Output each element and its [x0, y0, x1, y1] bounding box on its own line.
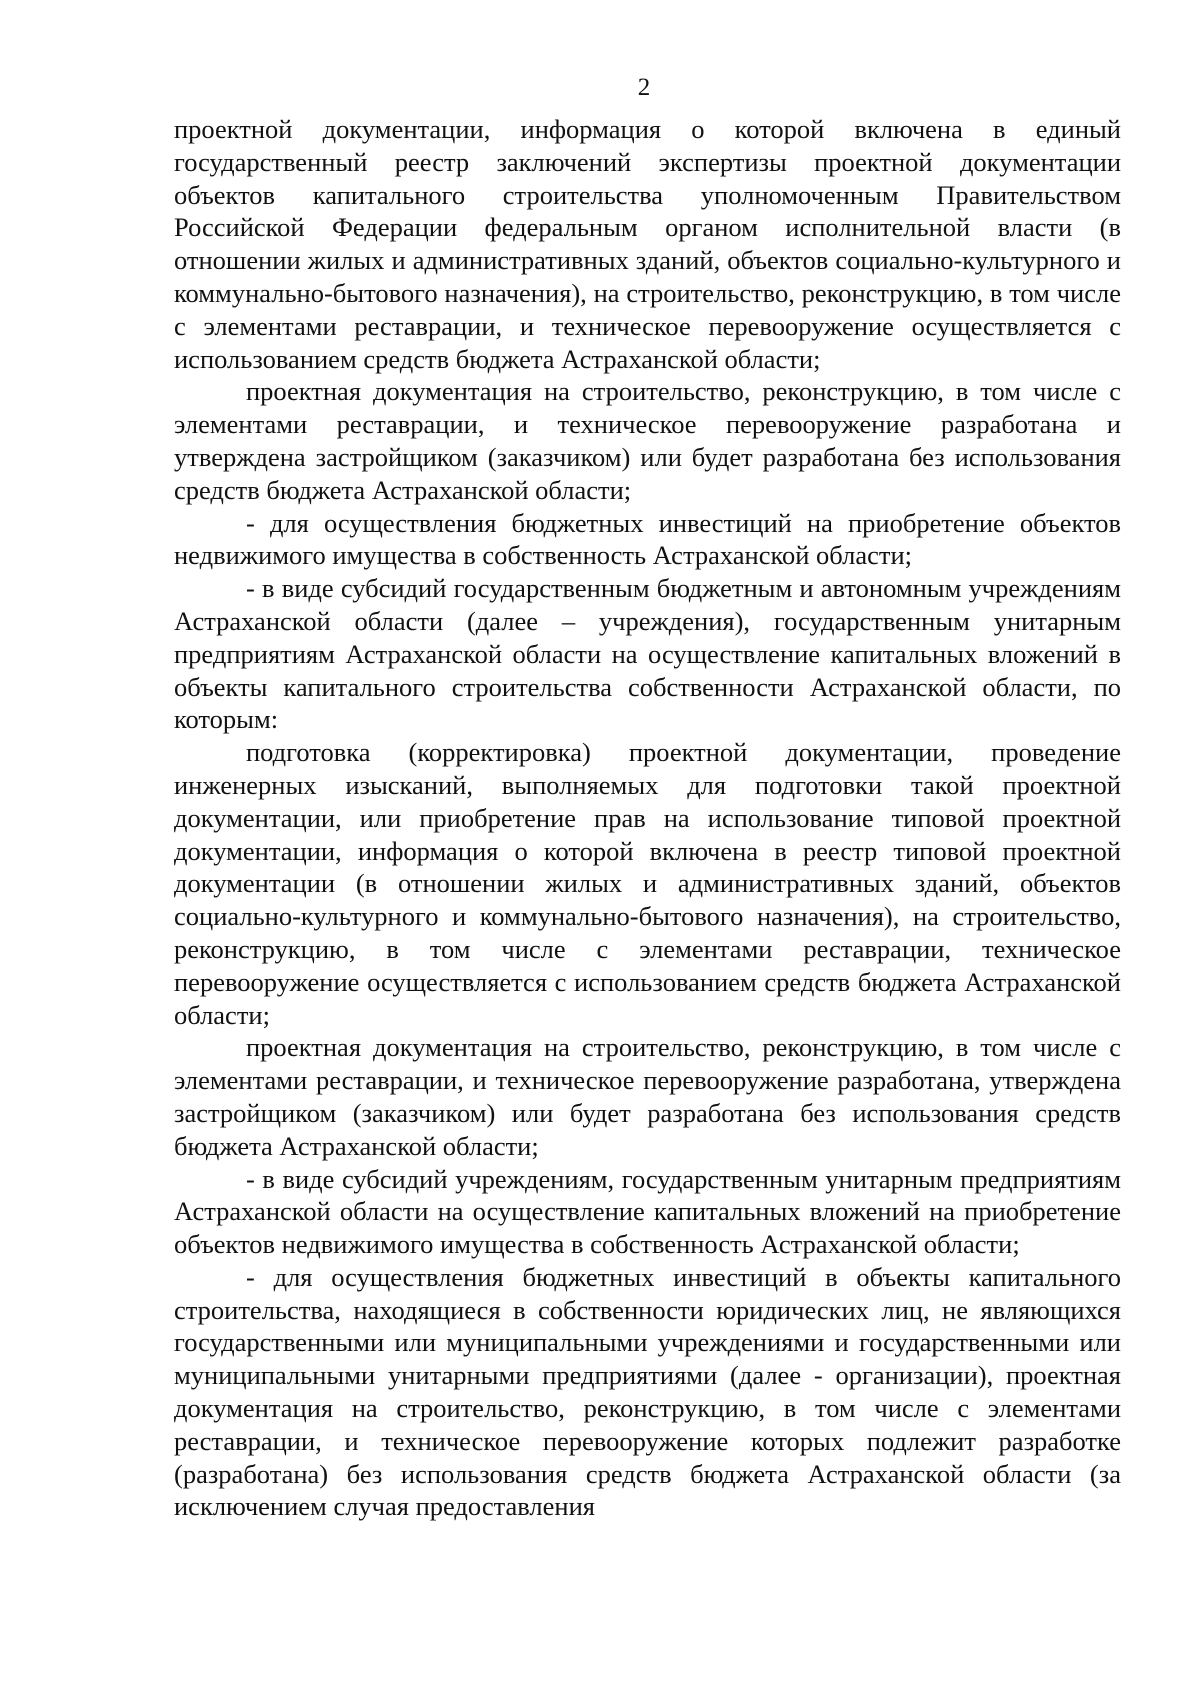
document-body	[174, 113, 1121, 1523]
page-number: 2	[637, 74, 651, 101]
paragraph: - для осуществления бюджетных инвестиций в объекты капитального строительства, находящиеся в собственности юридических лиц, не являющихся государственными или муниципальными учреждениями и государственными или муниципальными унитарными предприятиями (далее - организации), проектная документация на строительство, реконструкцию, в том числе с элементами реставрации, и техническое перевооружение которых подлежит разработке (разработана) без использования средств бюджета Астраханской области (за исключением случая предоставления	[174, 1261, 1121, 1522]
paragraph: проектная документация на строительство, реконструкцию, в том числе с элементами реставрации, и техническое перевооружение разработана, утверждена застройщиком (заказчиком) или будет разработана без использования средств бюджета Астраханской области;	[174, 1032, 1121, 1161]
paragraph: проектная документация на строительство, реконструкцию, в том числе с элементами реставрации, и техническое перевооружение разработана и утверждена застройщиком (заказчиком) или будет разработана без использования средств бюджета Астраханской области;	[174, 376, 1121, 505]
paragraph: - для осуществления бюджетных инвестиций на приобретение объектов недвижимого имущества в собственность Астраханской области;	[174, 507, 1121, 571]
paragraph: проектной документации, информация о которой включена в единый государственный реестр заключений экспертизы проектной документации объектов капитального строительства уполномоченным Правительством Российской Федерации федеральным органом исполнительной власти (в отношении жилых и административных зданий, объектов социально-культурного и коммунально-бытового назначения), на строительство, реконструкцию, в том числе с элементами реставрации, и техническое перевооружение осуществляется с использованием средств бюджета Астраханской области;	[174, 114, 1121, 374]
paragraph: - в виде субсидий государственным бюджетным и автономным учреждениям Астраханской области (далее – учреждения), государственным унитарным предприятиям Астраханской области на осуществление капитальных вложений в объекты капитального строительства собственности Астраханской области, по которым:	[174, 573, 1121, 735]
paragraph: - в виде субсидий учреждениям, государственным унитарным предприятиям Астраханской области на осуществление капитальных вложений на приобретение объектов недвижимого имущества в собственность Астраханской области;	[174, 1163, 1121, 1260]
paragraph: подготовка (корректировка) проектной документации, проведение инженерных изысканий, выполняемых для подготовки такой проектной документации, или приобретение прав на использование типовой проектной документации, информация о которой включена в реестр типовой проектной документации (в отношении жилых и административных зданий, объектов социально-культурного и коммунально-бытового назначения), на строительство, реконструкцию, в том числе с элементами реставрации, техническое перевооружение осуществляется с использованием средств бюджета Астраханской области;	[174, 737, 1121, 1030]
